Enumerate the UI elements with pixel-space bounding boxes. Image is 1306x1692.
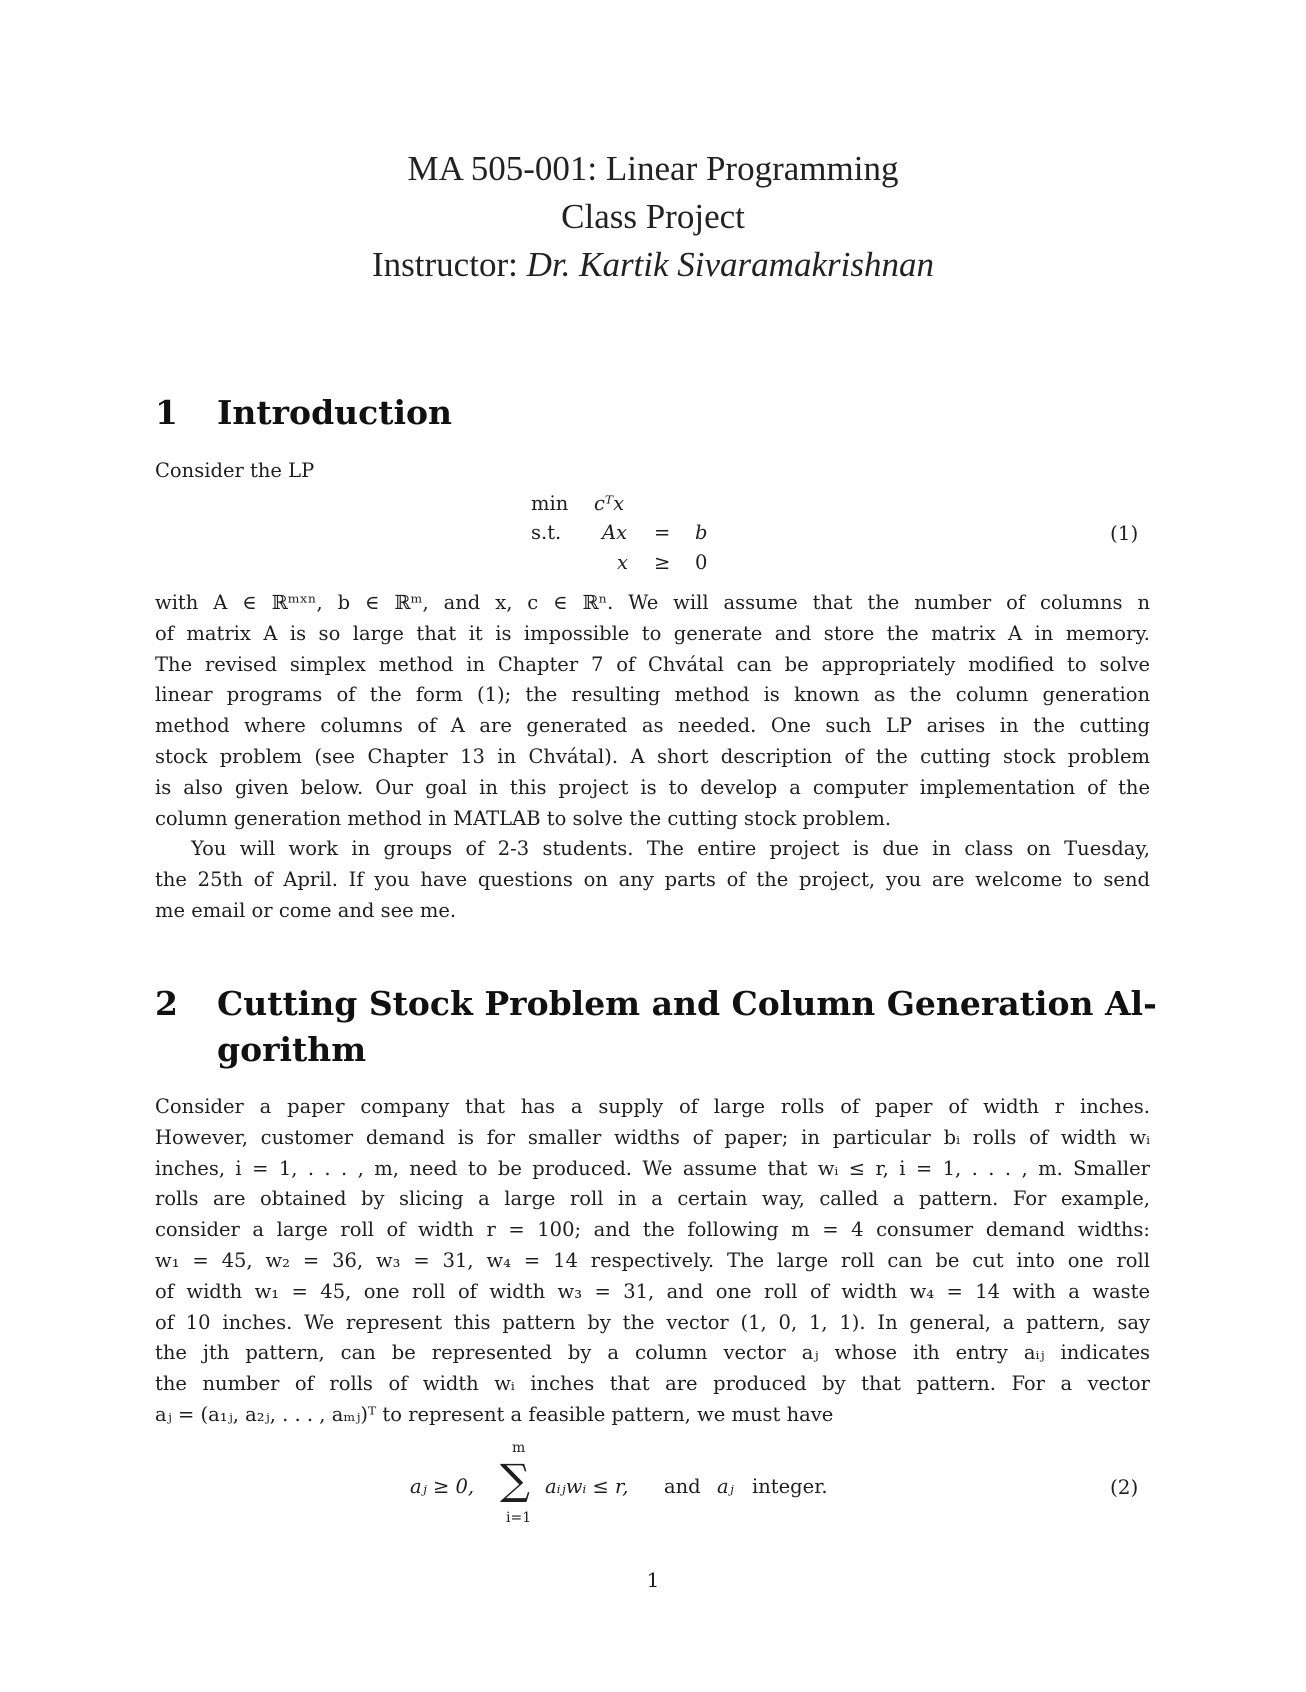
instructor-name: Dr. Kartik Sivaramakrishnan	[526, 245, 934, 284]
section-1-heading	[155, 393, 452, 432]
eq2-sum-upper: m	[512, 1440, 526, 1456]
section-2-paragraph-1: Consider a paper company that has a supply of large rolls of paper of width r inches. However, customer demand is for smaller widths of paper; in particular bᵢ rolls of width wᵢ inches, i = 1, . . . , m, need to be produced. We assume that wᵢ ≤ r, i = 1, . . . , m. Smaller rolls are obtained by slicing a large roll in a certain way, called a pattern. For example, consider a large roll of width r = 100; and the following m = 4 consumer demand widths: w₁ = 45, w₂ = 36, w₃ = 31, w₄ = 14 respectively. The large roll can be cut into one roll of width w₁ = 45, one roll of width w₃ = 31, and one roll of width w₄ = 14 with a waste of 10 inches. We represent this pattern by the vector (1, 0, 1, 1). In general, a pattern, say the jth pattern, can be represented by a column vector aⱼ whose ith entry aᵢⱼ indicates the number of rolls of width wᵢ inches that are produced by that pattern. For a vector aⱼ = (a₁ⱼ, a₂ⱼ, . . . , aₘⱼ)ᵀ to represent a feasible pattern, we must have	[155, 1095, 1150, 1426]
lp-objective: cᵀx	[594, 492, 625, 515]
section-1-paragraph-1: with A ∈ ℝᵐˣⁿ, b ∈ ℝᵐ, and x, c ∈ ℝⁿ. We will assume that the number of columns n of matrix A is so large that it is impossible to generate and store the matrix A in memory. The revised simplex method in Chapter 7 of Chvátal can be appropriately modified to solve linear programs of the form (1); the resulting method is known as the column generation method where columns of A are generated as needed. One such LP arises in the cutting stock problem (see Chapter 13 in Chvátal). A short description of the cutting stock problem is also given below. Our goal in this project is to develop a computer implementation of the column generation method in MATLAB to solve the cutting stock problem.	[155, 591, 1150, 830]
section-2-title-line-1: Cutting Stock Problem and Column Generation Al-	[217, 984, 1157, 1023]
section-1-title: Introduction	[217, 393, 453, 432]
page-number: 1	[646, 1568, 660, 1592]
section-1-paragraph-2: You will work in groups of 2-3 students. The entire project is due in class on Tuesday, the 25th of April. If you have questions on any parts of the project, you are welcome to send me email or come and see me.	[155, 837, 1150, 922]
course-title: MA 505-001: Linear Programming	[407, 149, 899, 188]
eq2-and: and	[664, 1475, 701, 1498]
lp-st-label: s.t.	[531, 521, 562, 544]
eq2-sum-lower: i=1	[506, 1510, 532, 1526]
lp-constraint-rel: =	[654, 521, 671, 544]
section-1-intro: Consider the LP	[155, 459, 315, 482]
lp-nonneg-rel: ≥	[654, 551, 671, 574]
equation-1-number: (1)	[1110, 521, 1139, 545]
lp-constraint-lhs: Ax	[602, 521, 628, 544]
instructor-line	[0, 241, 1306, 289]
title-block	[0, 145, 1306, 289]
section-2-title-line-2: gorithm	[217, 1030, 367, 1069]
instructor-label: Instructor:	[372, 245, 518, 284]
eq2-integer: integer.	[752, 1475, 828, 1498]
project-subtitle: Class Project	[561, 197, 745, 236]
lp-nonneg-lhs: x	[617, 551, 628, 574]
section-1-number: 1	[155, 393, 178, 432]
section-2-number: 2	[155, 984, 178, 1023]
eq2-left: aⱼ ≥ 0,	[410, 1475, 475, 1498]
section-2-heading	[155, 984, 1157, 1069]
eq2-sum-body: aᵢⱼwᵢ ≤ r,	[545, 1475, 629, 1498]
lp-nonneg-rhs: 0	[695, 551, 708, 574]
equation-2-number: (2)	[1110, 1475, 1139, 1499]
eq2-aj: aⱼ	[717, 1475, 734, 1498]
lp-constraint-rhs: b	[695, 521, 708, 544]
eq2-sum-symbol: ∑	[500, 1455, 530, 1504]
lp-min-label: min	[531, 492, 569, 515]
